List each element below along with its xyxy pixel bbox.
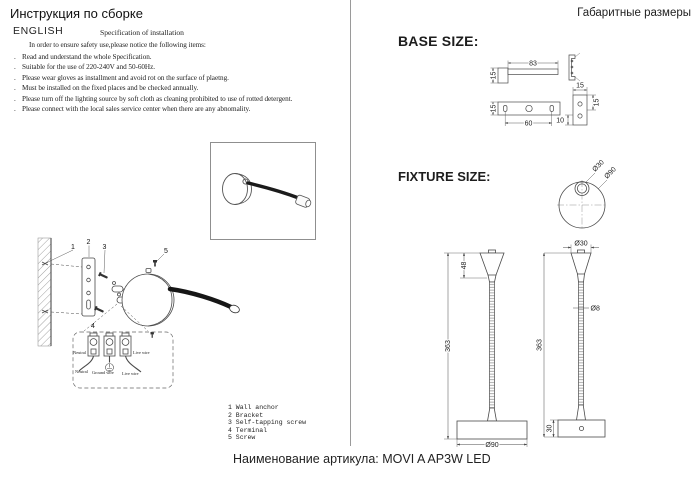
self-tapping-screw-2 bbox=[94, 306, 104, 314]
terminal-block-2 bbox=[104, 333, 115, 356]
parts-list-item: 4 Terminal bbox=[228, 426, 268, 434]
wall-hatch bbox=[38, 238, 51, 346]
wiring-label-neutral-bottom: Neutral bbox=[75, 369, 88, 374]
fixture-size-drawings bbox=[430, 155, 675, 455]
self-tapping-screw bbox=[98, 272, 108, 280]
fixture-side-view bbox=[558, 250, 605, 437]
dim-end-offset: 10 bbox=[556, 117, 564, 125]
bracket-drawing bbox=[82, 258, 95, 316]
parts-list bbox=[228, 404, 306, 442]
flexible-arm bbox=[248, 183, 300, 199]
wiring-label-ground-bottom: Ground wire bbox=[92, 370, 114, 375]
language-label: ENGLISH bbox=[13, 25, 64, 37]
dim-hole-spacing: 60 bbox=[524, 120, 533, 128]
safety-item-text: Please wear gloves as installment and avoid rot on the surface of plaetng. bbox=[22, 73, 229, 82]
callout-2: 2 bbox=[86, 239, 91, 246]
bullet: . bbox=[14, 94, 16, 103]
parts-list-item: 2 Bracket bbox=[228, 411, 264, 419]
assembly-title-ru: Инструкция по сборке bbox=[10, 6, 143, 21]
dim-arm-diameter: Ø8 bbox=[590, 305, 600, 313]
alignment-leaders bbox=[51, 264, 82, 314]
safety-item bbox=[14, 104, 349, 114]
dim-side-height: 15 bbox=[490, 71, 498, 80]
safety-item-text: Suitable for the use of 220-240V and 50-60Hz. bbox=[22, 63, 155, 72]
dim-side-total-height: 363 bbox=[536, 339, 544, 351]
bullet: . bbox=[14, 53, 16, 61]
dimensions-title-ru: Габаритные размеры bbox=[577, 7, 691, 19]
installation-diagram bbox=[20, 232, 240, 394]
safety-intro: In order to ensure safety use,please notice the following items: bbox=[29, 41, 206, 49]
wiring-label-live-top: Live wire bbox=[133, 350, 150, 355]
callout-4: 4 bbox=[91, 323, 95, 330]
lamp-base-front bbox=[223, 174, 248, 205]
dim-side-length: 83 bbox=[529, 60, 537, 68]
product-drawing bbox=[211, 143, 315, 239]
lamp-body-drawing bbox=[122, 269, 174, 327]
screw-under-lamp bbox=[151, 332, 154, 338]
dim-base-diameter: Ø90 bbox=[485, 441, 499, 449]
article-name: Наименование артикула: MOVI A AP3W LED bbox=[233, 452, 491, 466]
safety-item bbox=[14, 62, 349, 72]
dim-top-view-inner: Ø30 bbox=[591, 159, 606, 174]
parts-list-item: 5 Screw bbox=[228, 434, 256, 441]
product-image-box bbox=[210, 142, 316, 240]
live-wire bbox=[126, 356, 142, 372]
safety-item bbox=[14, 52, 349, 62]
panel-divider bbox=[350, 0, 351, 446]
callout-3: 3 bbox=[102, 244, 107, 251]
safety-list bbox=[14, 52, 349, 114]
safety-item bbox=[14, 94, 349, 104]
terminal-block-3 bbox=[120, 333, 131, 356]
bracket-side-view bbox=[498, 68, 558, 83]
safety-item-text: Read and understand the whole Specification. bbox=[22, 53, 152, 61]
terminal-block-1 bbox=[88, 333, 99, 356]
base-plate-top-view bbox=[498, 102, 560, 115]
dim-end-width: 15 bbox=[576, 82, 584, 90]
dim-top-view-outer: Ø90 bbox=[603, 166, 618, 181]
flexible-arm-drawing bbox=[170, 289, 231, 307]
base-plate-end-view bbox=[573, 95, 587, 125]
dim-base-height: 30 bbox=[546, 424, 554, 433]
base-size-heading: BASE SIZE: bbox=[398, 33, 479, 49]
parts-list-item: 3 Self-tapping screw bbox=[228, 419, 307, 426]
bullet: . bbox=[14, 63, 16, 72]
safety-item bbox=[14, 73, 349, 83]
extension-lines-front bbox=[444, 253, 527, 447]
dim-plate-height: 15 bbox=[490, 104, 498, 113]
safety-item-text: Must be installed on the fixed places and be checked annually. bbox=[22, 84, 199, 93]
safety-item-text: Please connect with the local sales service center when there are any abnomality. bbox=[22, 105, 251, 114]
dim-end-height: 15 bbox=[593, 98, 601, 107]
bracket-profile-view bbox=[569, 53, 580, 81]
callout-1: 1 bbox=[71, 244, 75, 251]
screw-part5 bbox=[153, 260, 157, 267]
safety-item-text: Please turn off the lighting source by soft cloth as cleaning prohibited to use of rotted detergent. bbox=[22, 94, 293, 103]
wiring-label-live-bottom: Live wire bbox=[122, 371, 139, 376]
base-size-drawings bbox=[480, 48, 635, 148]
bullet: . bbox=[14, 105, 16, 114]
dim-total-height: 363 bbox=[445, 340, 452, 352]
parts-list-item: 1 Wall anchor bbox=[228, 404, 279, 411]
safety-item bbox=[14, 83, 349, 93]
bullet: . bbox=[14, 73, 16, 82]
installation-subtitle: Specification of installation bbox=[100, 28, 184, 37]
fixture-front-view bbox=[457, 250, 527, 439]
dim-head-height: 48 bbox=[461, 261, 468, 270]
lamp-head bbox=[295, 194, 312, 208]
dim-head-diameter: Ø30 bbox=[574, 240, 588, 248]
wiring-label-neutral-top: Neutral bbox=[73, 350, 86, 355]
callout-5: 5 bbox=[164, 248, 168, 255]
bullet: . bbox=[14, 84, 16, 93]
fixture-size-heading: FIXTURE SIZE: bbox=[398, 169, 491, 184]
